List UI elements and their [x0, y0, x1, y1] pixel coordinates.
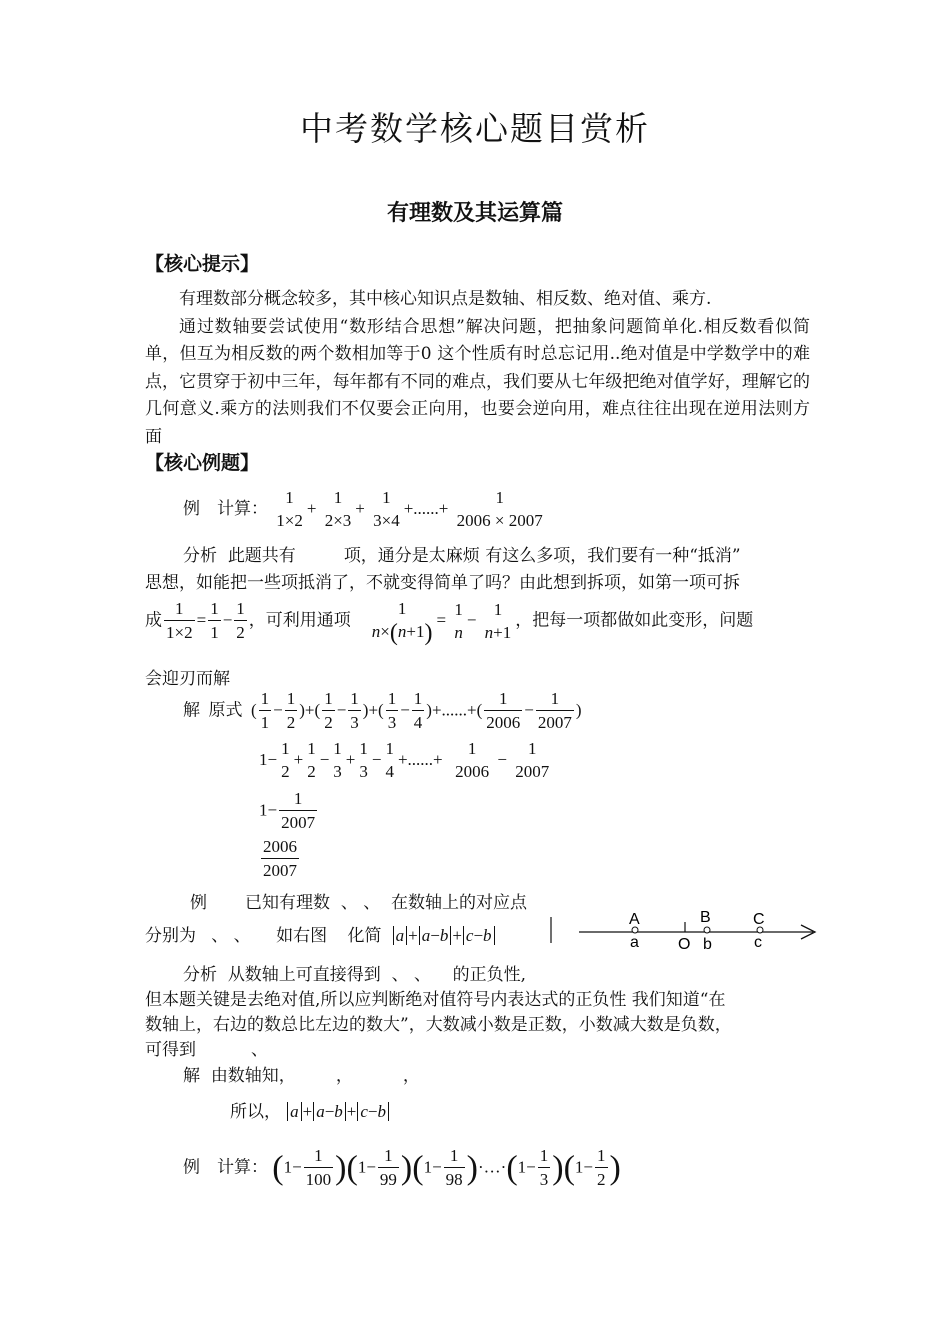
fraction: 1 1×2	[276, 488, 303, 530]
fraction: 1 2006 × 2007	[456, 488, 543, 530]
intro-paragraph-2: 通过数轴要尝试使用“数形结合思想”解决问题，把抽象问题简单化.相反数看似简单，但互为相反数的两个数相加等于0 这个性质有时总忘记用..绝对值是中学数学中的难点，它贯穿于初中三年，每年都有不同的难点，我们要从七年级把绝对值学好，理解它的几何意义.乘方的法则我们不仅要会正向用，也要会逆向用，难点往往出现在逆用法则方面	[145, 316, 810, 447]
example1-solution-line1: 解 原式 ( $\frac{1}{1}$ − $\frac{1}{2}$ )+( $\frac{1}{2}$ − $\frac{1}{3}$ )+( $\frac{1}{3}$ − $\frac{1}{4}$ )+......+( $\frac{1}{2006}$ − $\frac{1}{2007}$ )	[183, 688, 582, 735]
label-b: b	[703, 936, 712, 953]
example2-line2: 分别为 、 、 如右图 化简 a + a−b + c−b	[145, 921, 496, 946]
example2-analysis-line4: 可得到 、	[145, 1040, 268, 1060]
example2-analysis-line2: 但本题关键是去绝对值,所以应判断绝对值符号内表达式的正负性 我们知道“在	[145, 990, 726, 1010]
label-O: O	[678, 936, 691, 953]
intro-text	[145, 286, 810, 451]
example1-analysis-line2: 思想，如能把一些项抵消了，不就变得简单了吗？由此想到拆项，如第一项可拆	[145, 573, 740, 593]
example1-solution-line2: 1− 1 2 + 1 2 − 1 3 + 1 3 − 1 4 +......+ 1 2006 − 1 2007	[259, 739, 550, 781]
example2-analysis-line3: 数轴上，右边的数总比左边的数大”，大数减小数是正数，小数减大数是负数，	[145, 1015, 732, 1035]
page-title: 中考数学核心题目赏析	[300, 109, 650, 148]
example1-split-end: 会迎刃而解	[145, 669, 230, 689]
point-b	[704, 927, 710, 933]
example2-line1: 例 已知有理数 、 、 在数轴上的对应点	[190, 893, 528, 913]
label-a: a	[630, 934, 639, 951]
example1-prompt: 计算：	[217, 498, 268, 518]
fraction: 1 3×4	[373, 488, 400, 530]
page-subtitle: 有理数及其运算篇	[386, 201, 563, 226]
examples-heading: 【核心例题】	[145, 452, 260, 474]
intro-paragraph-1: 有理数部分概念较多，其中核心知识点是数轴、相反数、绝对值、乘方.	[179, 289, 712, 309]
label-A: A	[629, 911, 640, 928]
example2-solution-line: 解 由数轴知， ， ，	[183, 1066, 420, 1086]
example1-label: 例	[183, 498, 200, 518]
example1-solution-result: $\frac{2006}{2007}$	[259, 836, 301, 883]
example3-expression: 例 计算： (1− $\frac{1}{100}$ )(1− $\frac{1}{99}$ )(1− $\frac{1}{98}$ )·…·(1− $\frac{1}{3}$ )(1− $\frac{1}{2}$ )	[183, 1145, 621, 1192]
label-c: c	[754, 934, 762, 951]
example1-analysis-line1: 分析 此题共有 项，通分是太麻烦 有这么多项，我们要有一种“抵消”	[183, 546, 741, 566]
label-C: C	[753, 911, 765, 928]
example2-so-line: 所以， a + a−b + c−b	[230, 1097, 390, 1122]
example1-expression: 例 计算： 1 1×2 + 1 2×3 + 1 3×4 +......+ 1 2006 × 2007	[183, 487, 547, 533]
example2-analysis-line1: 分析 从数轴上可直接得到 、 、 的正负性,	[183, 965, 527, 985]
fraction: 1 2×3	[324, 488, 352, 530]
example1-solution-line3: 1− $\frac{1}{2007}$	[259, 788, 319, 835]
tips-heading: 【核心提示】	[145, 253, 260, 275]
label-B: B	[700, 909, 711, 926]
number-line-diagram	[545, 905, 825, 955]
example1-split-line: 成 $\frac{1}{1\times 2}$ = $\frac{1}{1}$ − $\frac{1}{2}$ ，可利用通项 1 n×(n+1) = 1 n − 1 n+1 ，把每一项都做如此变形，问题	[145, 599, 754, 647]
